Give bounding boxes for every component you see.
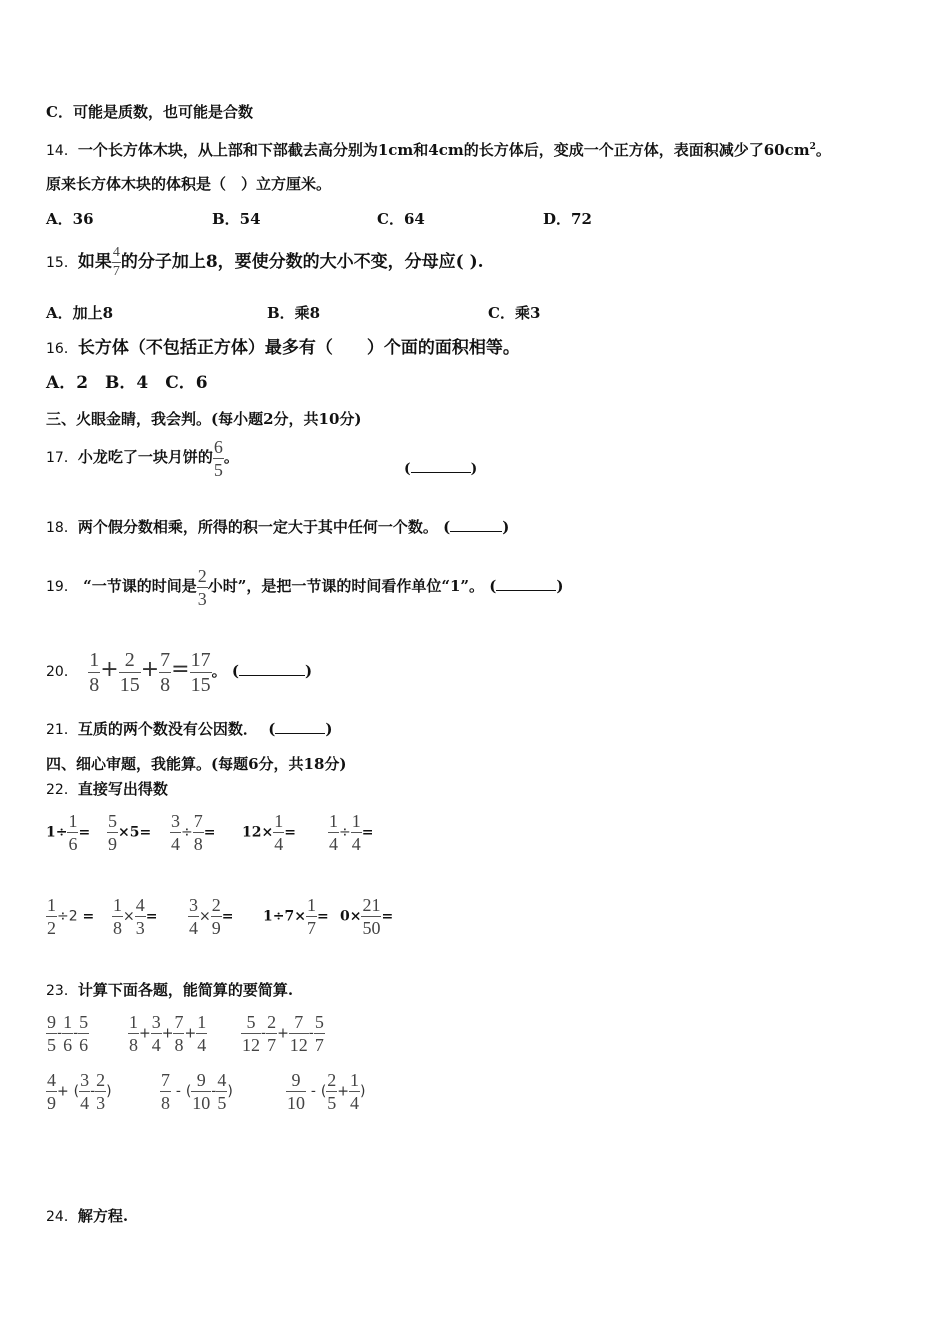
q14-option-a[interactable]: A．36 [46,210,94,228]
fraction: $\frac{1}{4}$ [274,811,284,854]
q15-question: 15．如果 $\frac{4}{7}$ 的分子加上8，要使分数的大小不变，分母应( ). [46,245,484,279]
fraction: $\frac{4}{3}$ [135,895,145,938]
fraction: $\frac{9}{10}$ [192,1070,211,1113]
fraction: $\frac{1}{4}$ [351,811,361,854]
q22-r1-a[interactable]: 1÷ $\frac{1}{6}$ = [46,811,91,854]
q23-expr-5[interactable]: $\frac{7}{8}$ - ( $\frac{9}{10}$ - $\frac{4}{5}$ ) [161,1070,233,1113]
q22-r2-a[interactable]: $\frac{1}{2}$ ÷2 = [47,895,95,938]
q15-option-b[interactable]: B．乘8 [267,304,321,322]
fraction: $\frac{3}{4}$ [80,1070,90,1113]
q18-question: 18．两个假分数相乘，所得的积一定大于其中任何一个数。 ( ) [46,518,510,536]
fraction: $\frac{1}{4}$ [350,1070,360,1113]
fraction: $\frac{7}{8}$ [160,648,171,696]
question-number: 24． [46,1209,78,1225]
fraction: $\frac{4}{7}$ [112,245,120,279]
fraction: $\frac{3}{4}$ [171,811,180,854]
fraction: $\frac{21}{50}$ [362,895,381,938]
fraction: $\frac{1}{8}$ [89,648,100,696]
fraction: $\frac{5}{12}$ [242,1012,260,1055]
q20-answer-blank[interactable]: ( ) [231,662,313,680]
q16-question: 16．长方体（不包括正方体）最多有（ ）个面的面积相等。 [46,338,520,358]
fraction: $\frac{9}{10}$ [287,1070,305,1113]
q19-question: 19． “一节课的时间是 $\frac{2}{3}$ 小时”，是把一节课的时间看作单位“1”。 ( ) [46,565,564,609]
q23-expr-6[interactable]: $\frac{9}{10}$ - ( $\frac{2}{5}$ + $\frac{1}{4}$ ) [287,1070,366,1113]
fraction: $\frac{2}{3}$ [197,565,207,609]
fraction: $\frac{7}{8}$ [193,811,203,854]
q21-question: 21．互质的两个数没有公因数． ( ) [46,720,333,738]
section-4-title: 四、细心审题，我能算。(每题6分，共18分) [46,755,347,773]
fraction: $\frac{4}{5}$ [217,1070,227,1113]
q23-expr-2[interactable]: $\frac{1}{8}$ + $\frac{3}{4}$ + $\frac{7}{8}$ + $\frac{1}{4}$ [129,1012,207,1055]
fraction: $\frac{2}{3}$ [96,1070,106,1113]
q24-title: 24．解方程. [46,1207,129,1225]
q23-expr-3[interactable]: $\frac{5}{12}$ - $\frac{2}{7}$ + $\frac{7}{12}$ - $\frac{5}{7}$ [242,1012,324,1055]
fraction: $\frac{7}{12}$ [289,1012,308,1055]
q18-answer-blank[interactable]: ( ) [443,518,510,536]
question-number: 20． [46,664,78,680]
fraction: $\frac{2}{9}$ [211,895,221,938]
question-number: 23． [46,983,78,999]
q22-r1-c[interactable]: $\frac{3}{4}$ ÷ $\frac{7}{8}$ = [171,811,216,854]
fraction: $\frac{1}{6}$ [68,811,78,854]
question-number: 16． [46,341,78,357]
q19-answer-blank[interactable]: ( ) [489,577,564,595]
q14-question: 14．一个长方体木块，从上部和下部截去高分别为1cm和4cm的长方体后，变成一个正方体，表面积减少了$60cm^2$。 [46,141,831,159]
fraction: $\frac{17}{15}$ [190,648,211,696]
q13-option-c: C．可能是质数，也可能是合数 [46,103,253,121]
fraction: $\frac{1}{2}$ [47,895,56,938]
fraction: $\frac{5}{6}$ [79,1012,89,1055]
fraction: $\frac{3}{4}$ [151,1012,161,1055]
question-number: 22． [46,782,78,798]
fraction: $\frac{2}{5}$ [327,1070,337,1113]
question-number: 18． [46,520,78,536]
q23-expr-4[interactable]: $\frac{4}{9}$ + ( $\frac{3}{4}$ - $\frac{2}{3}$ ) [47,1070,112,1113]
fraction: $\frac{1}{4}$ [197,1012,207,1055]
question-number: 15． [46,255,78,271]
q14-option-c[interactable]: C．64 [377,210,425,228]
q21-answer-blank[interactable]: ( ) [268,720,333,738]
fraction: $\frac{4}{9}$ [47,1070,56,1113]
q23-title: 23．计算下面各题，能简算的要简算. [46,981,294,999]
q22-r1-b[interactable]: $\frac{5}{9}$ ×5= [108,811,152,854]
question-number: 14． [46,143,78,159]
question-number: 21． [46,722,78,738]
q22-r1-d[interactable]: 12× $\frac{1}{4}$ = [242,811,296,854]
question-number: 19． [46,579,78,595]
q14-option-b[interactable]: B．54 [212,210,261,228]
fraction: $\frac{9}{5}$ [47,1012,56,1055]
q22-r2-b[interactable]: $\frac{1}{8}$ × $\frac{4}{3}$ = [113,895,158,938]
question-number: 17． [46,450,78,466]
q22-r2-c[interactable]: $\frac{3}{4}$ × $\frac{2}{9}$ = [189,895,234,938]
fraction: $\frac{1}{4}$ [329,811,338,854]
q14-question-line2: 原来长方体木块的体积是（ ）立方厘米。 [46,175,332,193]
fraction: $\frac{1}{6}$ [63,1012,73,1055]
fraction: $\frac{6}{5}$ [213,436,223,480]
q22-r1-e[interactable]: $\frac{1}{4}$ ÷ $\frac{1}{4}$ = [329,811,374,854]
fraction: $\frac{1}{8}$ [113,895,122,938]
q22-r2-d[interactable]: 1÷7× $\frac{1}{7}$ = [263,895,329,938]
fraction: $\frac{2}{7}$ [267,1012,277,1055]
section-3-title: 三、火眼金睛，我会判。(每小题2分，共10分) [46,410,362,428]
q15-option-c[interactable]: C．乘3 [488,304,541,322]
fraction: $\frac{2}{15}$ [119,648,140,696]
q22-title: 22．直接写出得数 [46,780,168,798]
q17-answer-blank[interactable]: ( ) [404,458,477,477]
fraction: $\frac{3}{4}$ [189,895,198,938]
q20-question: 20． $\frac{1}{8}$ + $\frac{2}{15}$ + $\frac{7}{8}$ = $\frac{17}{15}$ 。 ( ) [46,648,313,696]
fraction: $\frac{1}{8}$ [129,1012,138,1055]
fraction: $\frac{5}{9}$ [108,811,117,854]
q17-question: 17．小龙吃了一块月饼的 $\frac{6}{5}$ 。 [46,436,239,480]
q14-option-d[interactable]: D．72 [543,210,592,228]
q23-expr-1[interactable]: $\frac{9}{5}$ - $\frac{1}{6}$ - $\frac{5}{6}$ [47,1012,89,1055]
fraction: $\frac{7}{8}$ [174,1012,184,1055]
q16-options[interactable]: A．2 B．4 C．6 [46,373,208,393]
q15-option-a[interactable]: A．加上8 [46,304,114,322]
fraction: $\frac{7}{8}$ [161,1070,170,1113]
q22-r2-e[interactable]: 0× $\frac{21}{50}$ = [340,895,394,938]
fraction: $\frac{5}{7}$ [314,1012,324,1055]
fraction: $\frac{1}{7}$ [306,895,316,938]
